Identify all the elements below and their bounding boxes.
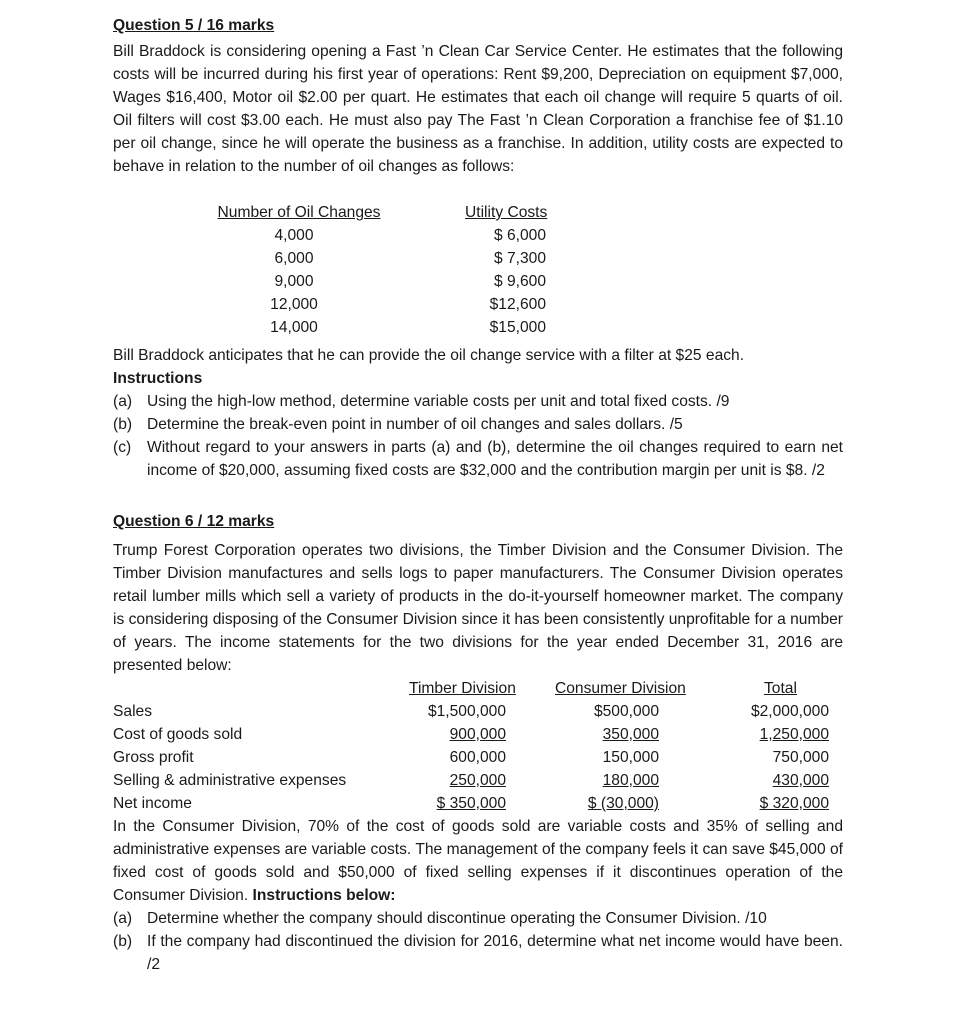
item-text: Determine whether the company should discontinue operating the Consumer Division. /10 [147, 910, 767, 927]
row-label: Net income [113, 795, 192, 812]
oil-changes-value: 9,000 [274, 273, 314, 290]
row-label: Gross profit [113, 749, 194, 766]
timber-value: $1,500,000 [427, 703, 506, 720]
anticipates-text: Bill Braddock anticipates that he can provide the oil change service with a filter at $25 each. [113, 347, 745, 364]
timber-division-header: Timber Division [409, 680, 516, 697]
table-row [113, 769, 843, 792]
item-tag: (a) [113, 393, 133, 410]
utility-costs-header: Utility Costs [465, 204, 548, 221]
item-text: Determine the break-even point in number of oil changes and sales dollars. /5 [147, 416, 683, 433]
row-label: Sales [113, 703, 153, 720]
row-label: Cost of goods sold [113, 726, 243, 743]
item-tag: (b) [113, 933, 133, 950]
total-value: 1,250,000 [759, 726, 829, 743]
total-header: Total [764, 680, 797, 697]
consumer-value: $ (30,000) [587, 795, 659, 812]
row-label: Selling & administrative expenses [113, 772, 347, 789]
table-row [113, 746, 843, 769]
consumer-value: $500,000 [593, 703, 659, 720]
income-statement-table [113, 677, 843, 815]
utility-cost-value: $ 6,000 [493, 227, 546, 244]
question-6-intro: Trump Forest Corporation operates two divisions, the Timber Division and the Consumer Division. The Timber Division manufactures and sells logs to paper manufacturers. The Consumer Division operates retail lumber mills which sell a variety of products in the do-it-yourself homeowner market. The company is considering disposing of the Consumer Division since it has been consistently unprofitable for a number of years. The income statements for the two divisions for the year ended December 31, 2016 are presented below: [113, 542, 843, 674]
q6-instruction-list [113, 907, 843, 976]
timber-value: $ 350,000 [436, 795, 506, 812]
list-item [113, 390, 843, 413]
oil-changes-value: 12,000 [270, 296, 318, 313]
document-page [113, 14, 843, 976]
q5-instruction-list [113, 390, 843, 482]
item-tag: (b) [113, 416, 133, 433]
utility-cost-value: $15,000 [489, 319, 546, 336]
oil-changes-column [210, 201, 388, 339]
timber-value: 600,000 [449, 749, 506, 766]
list-item [113, 930, 843, 976]
utility-cost-value: $12,600 [489, 296, 546, 313]
item-text: Using the high-low method, determine variable costs per unit and total fixed costs. /9 [147, 393, 730, 410]
question-5-title: Question 5 / 16 marks [113, 17, 275, 34]
consumer-division-header: Consumer Division [555, 680, 686, 697]
question-6-title: Question 6 / 12 marks [113, 513, 275, 530]
oil-changes-value: 14,000 [270, 319, 318, 336]
utility-cost-value: $ 9,600 [493, 273, 546, 290]
income-header-row [113, 677, 843, 700]
oil-changes-value: 6,000 [274, 250, 314, 267]
total-value: 750,000 [772, 749, 829, 766]
oil-changes-header: Number of Oil Changes [217, 204, 381, 221]
list-item [113, 907, 843, 930]
item-tag: (c) [113, 439, 132, 456]
list-item [113, 413, 843, 436]
item-text: Without regard to your answers in parts (a) and (b), determine the oil changes required to earn net income of $20,000, assuming fixed costs are $32,000 and the contribution margin per unit is $8. /2 [147, 439, 843, 479]
question-5-intro: Bill Braddock is considering opening a Fast ’n Clean Car Service Center. He estimates that the following costs will be incurred during his first year of operations: Rent $9,200, Depreciation on equipment $7,000, Wages $16,400, Motor oil $2.00 per quart. He estimates that each oil change will require 5 quarts of oil. Oil filters will cost $3.00 each. He must also pay The Fast ’n Clean Corporation a franchise fee of $1.10 per oil change, since he will operate the business as a franchise. In addition, utility costs are expected to behave in relation to the number of oil changes as follows: [113, 43, 843, 175]
table-row [113, 723, 843, 746]
q6-instructions-label: Instructions below: [252, 887, 396, 904]
table-row [113, 700, 843, 723]
table-row [113, 792, 843, 815]
question-6-details [113, 815, 843, 907]
oil-changes-value: 4,000 [274, 227, 314, 244]
list-item [113, 436, 843, 482]
timber-value: 250,000 [449, 772, 506, 789]
utility-cost-table [113, 201, 843, 339]
total-value: $2,000,000 [750, 703, 829, 720]
item-text: If the company had discontinued the division for 2016, determine what net income would have been. /2 [147, 933, 843, 973]
total-value: $ 320,000 [759, 795, 829, 812]
utility-cost-value: $ 7,300 [493, 250, 546, 267]
utility-costs-column [463, 201, 555, 339]
consumer-value: 180,000 [602, 772, 659, 789]
total-value: 430,000 [772, 772, 829, 789]
consumer-value: 350,000 [602, 726, 659, 743]
timber-value: 900,000 [449, 726, 506, 743]
q5-instructions-label: Instructions [113, 370, 203, 387]
details-text: In the Consumer Division, 70% of the cost of goods sold are variable costs and 35% of selling and administrative expenses are variable costs. The management of the company feels it can save $45,000 of fixed cost of goods sold and $50,000 of fixed selling expenses if it discontinues operation of the Consumer Division. [113, 818, 843, 904]
consumer-value: 150,000 [602, 749, 659, 766]
item-tag: (a) [113, 910, 133, 927]
